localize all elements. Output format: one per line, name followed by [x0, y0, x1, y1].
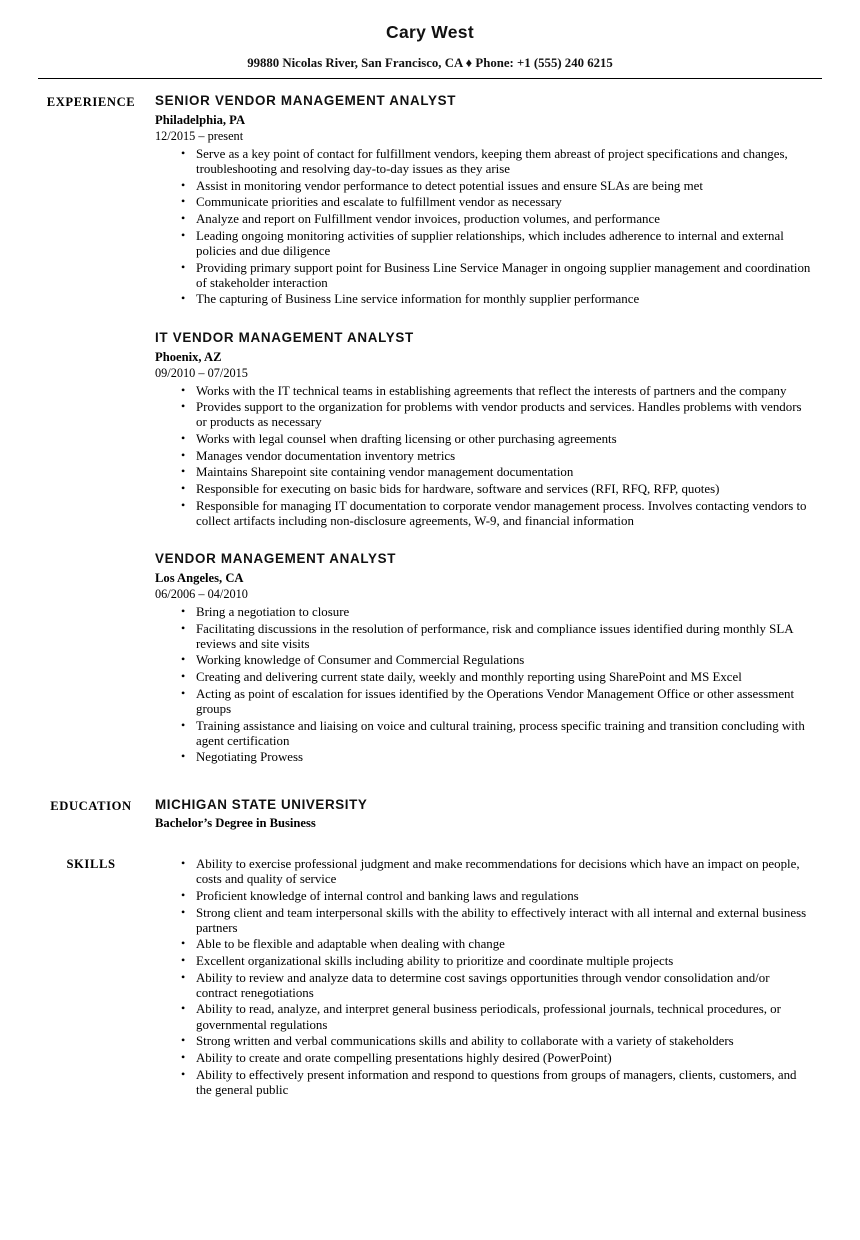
bullet-item: • Ability to create and orate compelling presentations highly desired (PowerPoint)	[181, 1051, 812, 1066]
bullet-item: • Responsible for managing IT documentation to corporate vendor management process. Involves contacting vendors to collect artifacts including non-disclosure agreements, W-9, and financial information	[181, 499, 812, 529]
job-location: Los Angeles, CA	[155, 570, 244, 585]
bullet-item: • Bring a negotiation to closure	[181, 605, 812, 620]
contact-line: 99880 Nicolas River, San Francisco, CA ♦ Phone: +1 (555) 240 6215	[247, 56, 613, 70]
job-dates: 12/2015 – present	[155, 129, 244, 143]
education-degree: Bachelor’s Degree in Business	[155, 816, 316, 831]
job-title: SENIOR VENDOR MANAGEMENT ANALYST	[155, 93, 457, 108]
skill-bullets	[155, 857, 812, 1098]
section-label-experience: EXPERIENCE	[46, 95, 136, 109]
bullet-item: • Strong written and verbal communications skills and ability to collaborate with a variety of stakeholders	[181, 1034, 812, 1049]
header-divider	[38, 78, 822, 79]
bullet-item: • Leading ongoing monitoring activities of supplier relationships, which includes adherence to internal and external policies and due diligence	[181, 229, 812, 259]
bullet-item: • Working knowledge of Consumer and Commercial Regulations	[181, 653, 812, 668]
job-bullets	[155, 147, 812, 308]
bullet-item: • Maintains Sharepoint site containing vendor management documentation	[181, 465, 812, 480]
job-location: Phoenix, AZ	[155, 349, 222, 364]
bullet-item: • Analyze and report on Fulfillment vendor invoices, production volumes, and performance	[181, 212, 812, 227]
bullet-item: • Works with legal counsel when drafting licensing or other purchasing agreements	[181, 432, 812, 447]
section-label-skills: SKILLS	[66, 857, 116, 872]
job-dates: 09/2010 – 07/2015	[155, 365, 248, 380]
job-title: IT VENDOR MANAGEMENT ANALYST	[155, 329, 414, 345]
bullet-item: • Proficient knowledge of internal control and banking laws and regulations	[181, 889, 812, 904]
bullet-item: • Acting as point of escalation for issues identified by the Operations Vendor Management Office or other assessment groups	[181, 687, 812, 717]
bullet-item: • Training assistance and liaising on voice and cultural training, process specific training and transition concluding with agent certification	[181, 719, 812, 749]
resume-body	[0, 93, 860, 1099]
bullet-item: • Responsible for executing on basic bids for hardware, software and services (RFI, RFQ, RFP, quotes)	[181, 482, 812, 497]
bullet-item: • Assist in monitoring vendor performance to detect potential issues and ensure SLAs are being met	[181, 179, 812, 194]
candidate-name: Cary West	[386, 22, 474, 42]
skills-list	[152, 857, 812, 1099]
job-location: Philadelphia, PA	[155, 113, 246, 127]
bullet-item: • Manages vendor documentation inventory metrics	[181, 449, 812, 464]
job-entry	[155, 330, 812, 529]
job-entry	[155, 551, 812, 766]
bullet-item: • Ability to effectively present information and respond to questions from groups of managers, clients, customers, and the general public	[181, 1068, 812, 1098]
bullet-item: • Ability to exercise professional judgment and make recommendations for decisions which have an impact on people, costs and quality of service	[181, 857, 812, 887]
resume-header	[0, 0, 860, 71]
bullet-item: • Ability to read, analyze, and interpret general business periodicals, professional journals, technical procedures, or governmental regulations	[181, 1002, 812, 1032]
job-bullets	[155, 384, 812, 529]
job-bullets	[155, 605, 812, 766]
education-school: MICHIGAN STATE UNIVERSITY	[155, 797, 368, 813]
section-experience	[0, 93, 860, 767]
job-dates: 06/2006 – 04/2010	[155, 586, 248, 601]
section-education	[0, 797, 860, 831]
bullet-item: • Ability to review and analyze data to determine cost savings opportunities through vendor consolidation and/or contract renegotiations	[181, 971, 812, 1001]
section-label-education: EDUCATION	[50, 799, 132, 814]
bullet-item: • Facilitating discussions in the resolution of performance, risk and compliance issues identified during monthly SLA reviews and site visits	[181, 622, 812, 652]
bullet-item: • Excellent organizational skills including ability to prioritize and coordinate multiple projects	[181, 954, 812, 969]
bullet-item: • Able to be flexible and adaptable when dealing with change	[181, 937, 812, 952]
bullet-item: • Creating and delivering current state daily, weekly and monthly reporting using SharePoint and MS Excel	[181, 670, 812, 685]
bullet-item: • The capturing of Business Line service information for monthly supplier performance	[181, 292, 812, 307]
section-skills	[0, 857, 860, 1099]
job-title: VENDOR MANAGEMENT ANALYST	[155, 550, 397, 566]
bullet-item: • Serve as a key point of contact for fulfillment vendors, keeping them abreast of project specifications and changes, troubleshooting and resolving day-to-day issues as they arise	[181, 147, 812, 177]
bullet-item: • Communicate priorities and escalate to fulfillment vendor as necessary	[181, 195, 812, 210]
bullet-item: • Provides support to the organization for problems with vendor products and services. Handles problems with vendors or products as necessary	[181, 400, 812, 430]
bullet-item: • Providing primary support point for Business Line Service Manager in ongoing supplier management and coordination of stakeholder interaction	[181, 261, 812, 291]
job-entry	[155, 93, 812, 308]
education-entry	[152, 797, 812, 831]
bullet-item: • Negotiating Prowess	[181, 750, 812, 765]
bullet-item: • Strong client and team interpersonal skills with the ability to effectively interact with all internal and external business partners	[181, 906, 812, 936]
experience-jobs	[152, 93, 812, 767]
bullet-item: • Works with the IT technical teams in establishing agreements that reflect the interests of partners and the company	[181, 384, 812, 399]
